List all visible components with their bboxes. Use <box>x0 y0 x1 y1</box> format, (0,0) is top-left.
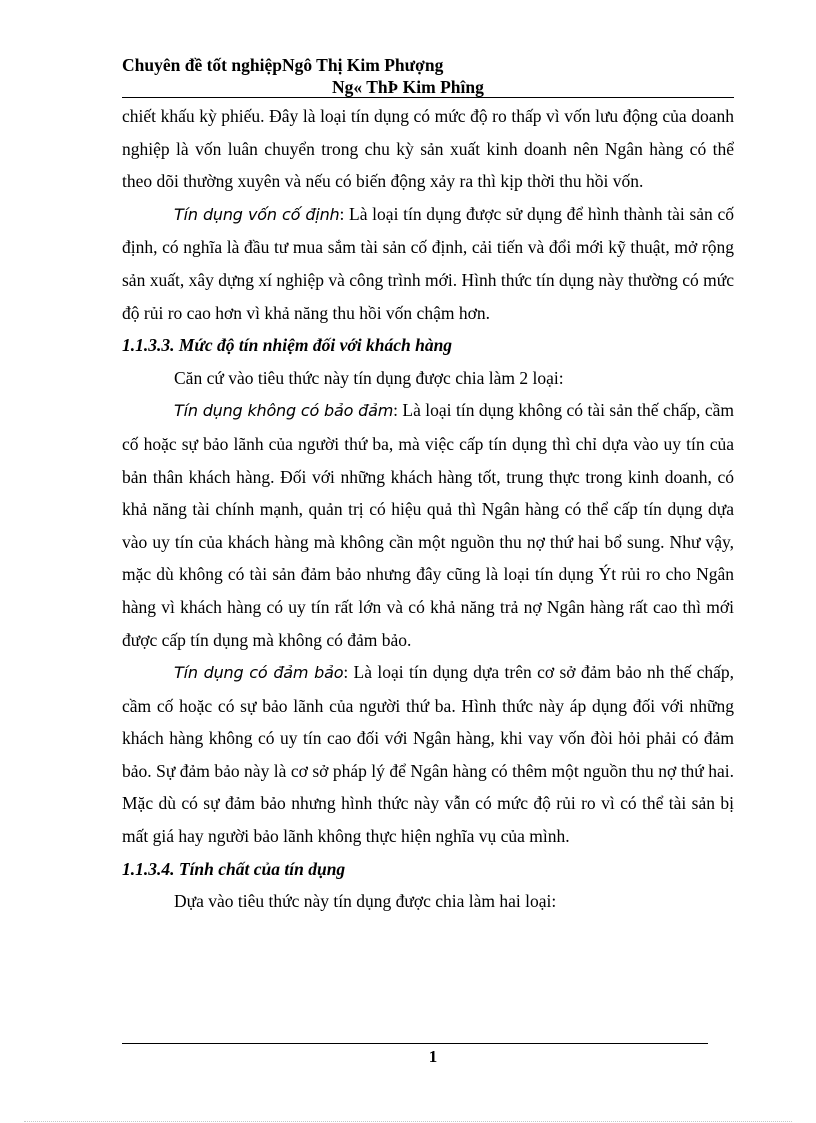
header-title: Chuyên đề tốt nghiệpNgô Thị Kim Phượng <box>122 55 444 75</box>
term-unsecured-credit: Tín dụng không có bảo đảm <box>174 401 394 421</box>
paragraph-fixed-capital-credit <box>122 198 734 329</box>
section-heading-1-1-3-4: 1.1.3.4. Tính chất của tín dụng <box>122 858 346 879</box>
paragraph-text: : Là loại tín dụng được sử dụng để hình thành tài sản cố định, có nghĩa là đầu tư mua sắm tài sản cố định, cải tiến và đổi mới kỹ thuật, mở rộng sản xuất, xây dựng xí nghiệp và công trình mới. Hình thức tín dụng này thường có mức độ rủi ro cao hơn vì khả năng thu hồi vốn chậm hơn. <box>122 203 734 323</box>
page-number: 1 <box>428 1047 438 1066</box>
footer-divider <box>122 1043 708 1044</box>
paragraph-text: Dựa vào tiêu thức này tín dụng được chia làm hai loại: <box>174 891 557 912</box>
paragraph-text: chiết khấu kỳ phiếu. Đây là loại tín dụng có mức độ ro thấp vì vốn lưu động của doanh nghiệp là vốn luân chuyển trong chu kỳ sản xuất kinh doanh nên Ngân hàng có thể theo dõi thường xuyên và nếu có biến động xảy ra thì kịp thời thu hồi vốn. <box>122 106 734 192</box>
paragraph-classification-intro <box>122 362 734 395</box>
term-fixed-capital-credit: Tín dụng vốn cố định <box>174 204 340 224</box>
page-edge-line <box>24 1121 792 1122</box>
paragraph-credit-nature-intro <box>122 885 734 918</box>
header-divider <box>122 97 734 98</box>
paragraph-text: : Là loại tín dụng không có tài sản thế chấp, cầm cố hoặc sự bảo lãnh của người thứ ba, mà việc cấp tín dụng thì chỉ dựa vào uy tín của bản thân khách hàng. Đối với những khách hàng tốt, trung thực trong kinh doanh, có khả năng tài chính mạnh, quản trị có hiệu quả thì Ngân hàng có thể cấp tín dụng dựa vào uy tín của khách hàng mà không cần một nguồn thu nợ thứ hai bổ sung. Như vậy, mặc dù không có tài sản đảm bảo nhưng đây cũng là loại tín dụng Ýt rủi ro cho Ngân hàng vì khách hàng có uy tín rất lớn và có khả năng trả nợ Ngân hàng rất cao thì mới được cấp tín dụng mà không có đảm bảo. <box>122 400 734 650</box>
paragraph-text: : Là loại tín dụng dựa trên cơ sở đảm bảo nh thế chấp, cầm cố hoặc có sự bảo lãnh của người thứ ba. Hình thức này áp dụng đối với những khách hàng không có uy tín cao đối với Ngân hàng, khi vay vốn đòi hỏi phải có đảm bảo. Sự đảm bảo này là cơ sở pháp lý để Ngân hàng có thêm một nguồn thu nợ thứ hai. Mặc dù có sự đảm bảo nhưng hình thức này vẫn có mức độ rủi ro vì có thể tài sản bị mất giá hay người bảo lãnh không thực hiện nghĩa vụ của mình. <box>122 662 735 847</box>
term-secured-credit: Tín dụng có đảm bảo <box>174 663 344 683</box>
document-body <box>122 100 734 918</box>
paragraph-secured-credit <box>122 656 734 853</box>
paragraph-text: Căn cứ vào tiêu thức này tín dụng được chia làm 2 loại: <box>174 367 564 388</box>
paragraph-unsecured-credit <box>122 394 734 656</box>
header-author-name: Ng« ThÞ Kim Phîng <box>332 77 484 97</box>
section-heading-1-1-3-3: 1.1.3.3. Mức độ tín nhiệm đối với khách hàng <box>122 335 453 356</box>
page-header <box>122 54 734 98</box>
paragraph-continuation <box>122 100 734 198</box>
